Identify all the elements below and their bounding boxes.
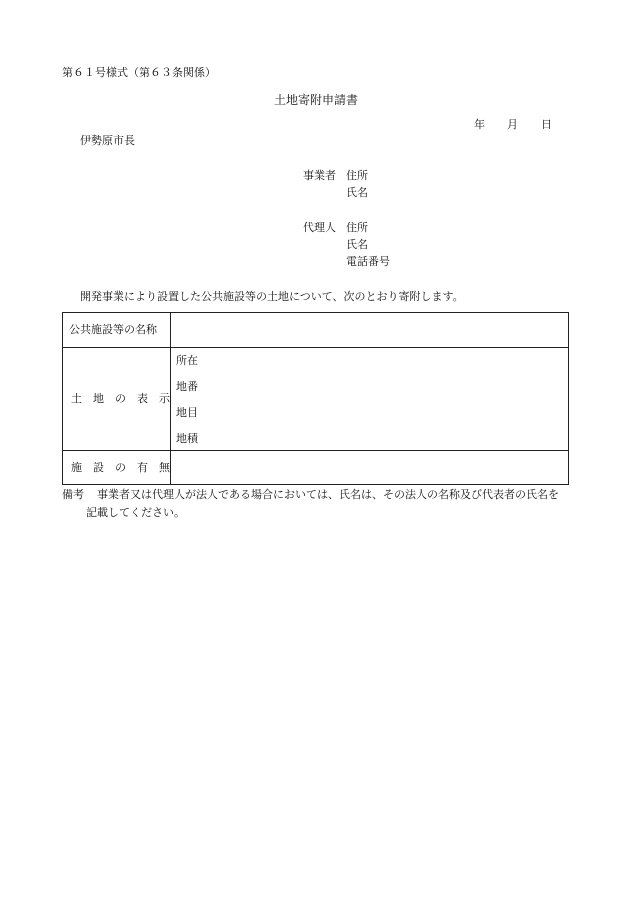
date-month: 月 xyxy=(507,118,518,131)
table-row-divider xyxy=(63,347,568,348)
form-number: 第６１号様式（第６３条関係） xyxy=(62,66,216,79)
note-line-2: 記載してください。 xyxy=(86,506,185,519)
land-category-label: 地目 xyxy=(176,406,198,419)
note-line-1: 事業者又は代理人が法人である場合においては、氏名は、その法人の名称及び代表者の氏名を xyxy=(97,488,559,501)
facility-presence-cell[interactable] xyxy=(171,451,568,485)
applicant-role: 事業者 xyxy=(303,169,336,182)
land-info-table xyxy=(62,312,569,485)
facility-name-cell[interactable] xyxy=(171,313,568,347)
addressee: 伊勢原市長 xyxy=(80,134,135,147)
intro-text: 開発事業により設置した公共施設等の土地について、次のとおり寄附します。 xyxy=(80,290,464,303)
agent-name-label: 氏名 xyxy=(346,238,368,251)
agent-role: 代理人 xyxy=(303,221,336,234)
land-location-label: 所在 xyxy=(176,354,198,367)
note-heading: 備考 xyxy=(62,488,84,501)
date-day: 日 xyxy=(541,118,552,131)
agent-address-label: 住所 xyxy=(346,221,368,234)
land-display-label: 土 地 の 表 示 xyxy=(71,392,170,405)
date-year: 年 xyxy=(474,118,485,131)
land-lot-number-label: 地番 xyxy=(176,380,198,393)
facility-name-label: 公共施設等の名称 xyxy=(69,323,157,336)
agent-phone-label: 電話番号 xyxy=(346,255,390,268)
land-area-label: 地積 xyxy=(176,432,198,445)
facility-presence-label: 施 設 の 有 無 xyxy=(71,461,170,474)
document-title: 土地寄附申請書 xyxy=(274,93,359,107)
applicant-name-label: 氏名 xyxy=(346,186,368,199)
applicant-address-label: 住所 xyxy=(346,169,368,182)
